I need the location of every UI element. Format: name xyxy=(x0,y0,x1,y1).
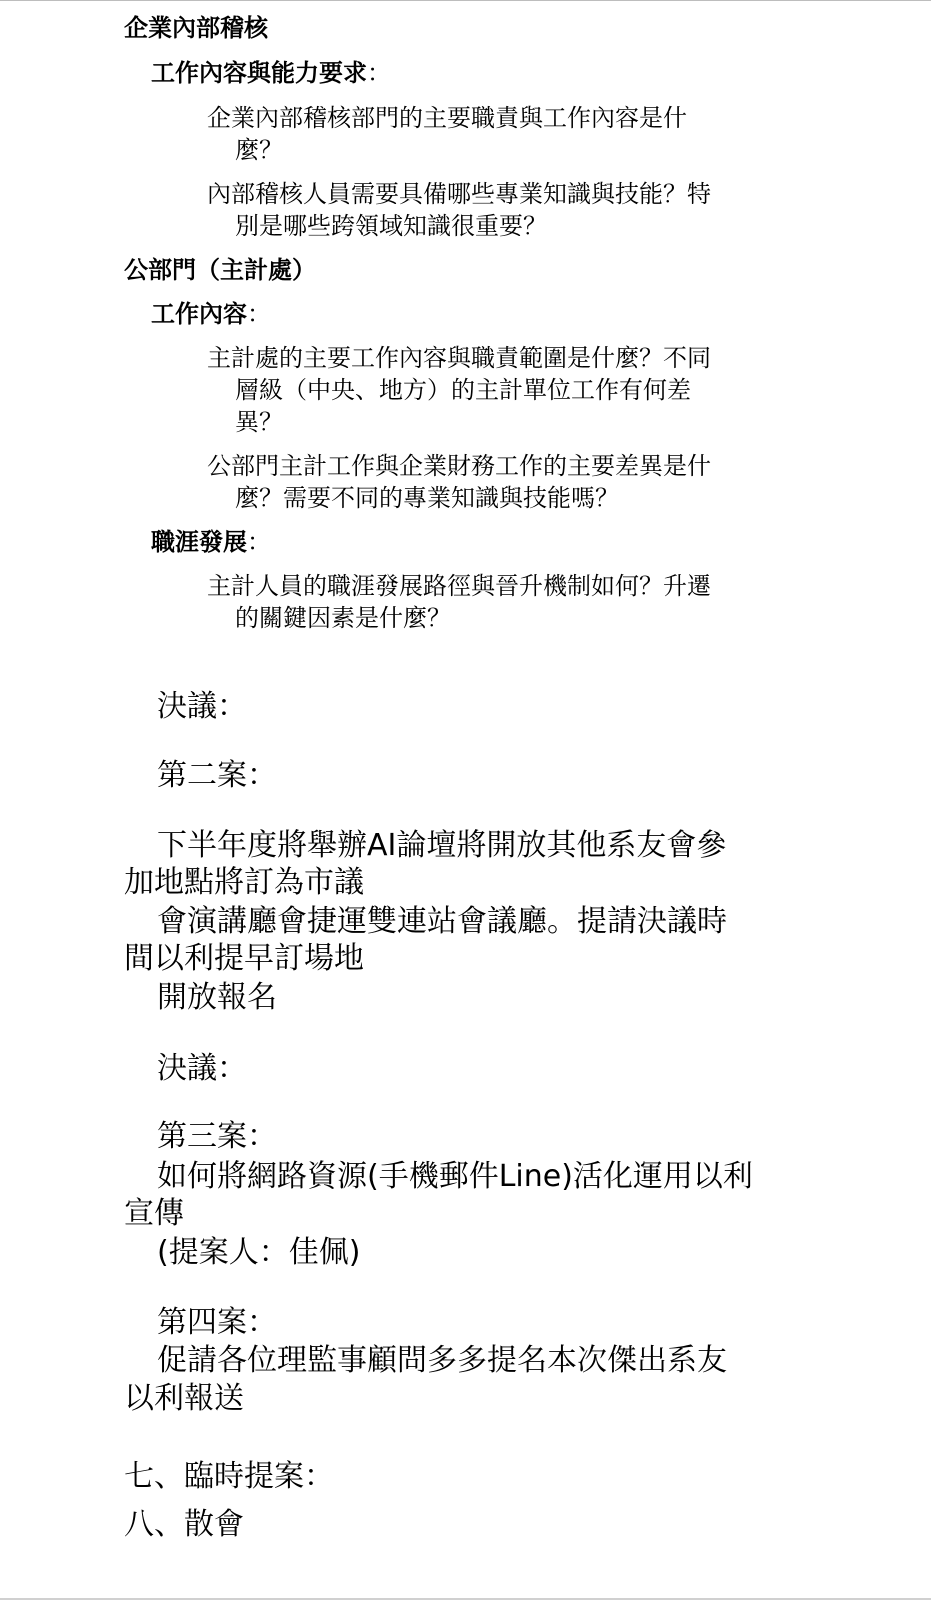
public-question-1 xyxy=(207,342,825,438)
enterprise-subheading-colon: ： xyxy=(367,59,391,87)
enterprise-question-1-line-1: 企業內部稽核部門的主要職責與工作內容是什 xyxy=(207,104,687,132)
top-divider xyxy=(0,0,931,1)
case-2-line-1: 下半年度將舉辦AI論壇將開放其他系友會參 xyxy=(157,828,727,863)
case-2-line-5: 開放報名 xyxy=(157,980,277,1015)
public-question-2-line-2: 麼？需要不同的專業知識與技能嗎？ xyxy=(235,484,619,512)
item-7-extempore-motions: 七、臨時提案： xyxy=(124,1459,334,1494)
public-question-1-line-1: 主計處的主要工作內容與職責範圍是什麼？不同 xyxy=(207,344,711,372)
public-question-2 xyxy=(207,450,825,514)
case-3-line-2: 宣傳 xyxy=(124,1196,184,1231)
enterprise-question-2-line-1: 內部稽核人員需要具備哪些專業知識與技能？特 xyxy=(207,180,711,208)
case-2-line-2: 加地點將訂為市議 xyxy=(124,865,364,900)
enterprise-question-2 xyxy=(207,178,825,242)
public-work-subheading-label: 工作內容 xyxy=(151,300,247,328)
public-question-1-line-3: 異？ xyxy=(235,408,283,436)
case-2-line-4: 間以利提早訂場地 xyxy=(124,941,364,976)
resolution-label-2: 決議： xyxy=(157,1051,247,1086)
case-3-title: 第三案： xyxy=(157,1119,277,1154)
case-2-line-3: 會演講廳會捷運雙連站會議廳。提請決議時 xyxy=(157,904,727,939)
item-8-adjournment: 八、散會 xyxy=(124,1507,244,1542)
public-career-subheading-colon: ： xyxy=(247,528,271,556)
enterprise-subheading xyxy=(151,57,391,89)
enterprise-subheading-label: 工作內容與能力要求 xyxy=(151,59,367,87)
public-work-subheading xyxy=(151,298,271,330)
public-career-subheading-label: 職涯發展 xyxy=(151,528,247,556)
public-question-3-line-2: 的關鍵因素是什麼？ xyxy=(235,604,451,632)
case-2-title: 第二案： xyxy=(157,758,277,793)
enterprise-question-1 xyxy=(207,102,825,166)
public-work-subheading-colon: ： xyxy=(247,300,271,328)
public-sector-heading: 公部門（主計處） xyxy=(124,256,316,284)
public-question-3-line-1: 主計人員的職涯發展路徑與晉升機制如何？升遷 xyxy=(207,572,711,600)
case-4-line-2: 以利報送 xyxy=(124,1381,244,1416)
public-career-subheading xyxy=(151,526,271,558)
public-question-3 xyxy=(207,570,825,634)
public-question-1-line-2: 層級（中央、地方）的主計單位工作有何差 xyxy=(235,376,691,404)
enterprise-audit-heading: 企業內部稽核 xyxy=(124,14,268,42)
enterprise-question-2-line-2: 別是哪些跨領域知識很重要？ xyxy=(235,212,547,240)
case-4-title: 第四案： xyxy=(157,1305,277,1340)
case-3-line-1: 如何將網路資源(手機郵件Line)活化運用以利 xyxy=(157,1159,753,1194)
resolution-label-1: 決議： xyxy=(157,689,247,724)
case-3-proposer: (提案人：佳佩) xyxy=(157,1235,361,1270)
public-question-2-line-1: 公部門主計工作與企業財務工作的主要差異是什 xyxy=(207,452,711,480)
case-4-line-1: 促請各位理監事顧問多多提名本次傑出系友 xyxy=(157,1343,727,1378)
enterprise-question-1-line-2: 麼？ xyxy=(235,136,283,164)
